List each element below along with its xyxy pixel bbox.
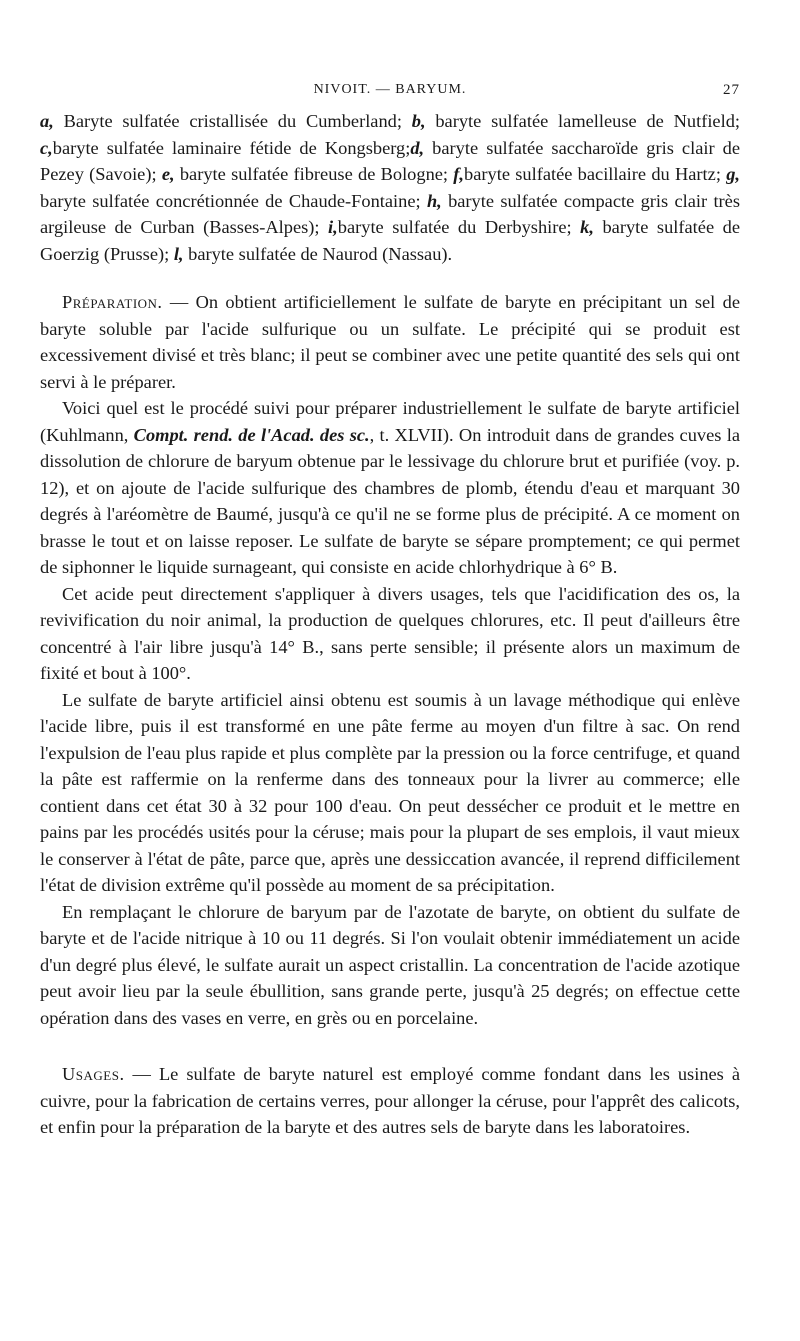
page-number: 27 [723, 82, 740, 98]
usages-heading: Usages. [62, 1064, 125, 1084]
preparation-text: — On obtient artificiellement le sulfate de baryte en précipitant un sel de baryte soluble par l'acide sulfurique ou un sulfate. Le précipité qui se produit est excessivement divisé et très blanc; il peut se combiner avec une petite quantité des sels qui ont servi à le préparer. [40, 292, 740, 392]
specimen-text: Baryte sulfatée cristallisée du Cumberland; [53, 111, 412, 131]
specimen-text: baryte sulfatée saccharoïde gris clair de Pezey (Savoie); [40, 137, 740, 184]
citation-reference: Compt. rend. de l'Acad. des sc. [133, 424, 370, 445]
specimen-text: baryte sulfatée de Goerzig (Prusse); [40, 217, 740, 264]
specimen-letter: b, [411, 111, 426, 131]
acid-uses-paragraph: Cet acide peut directement s'appliquer à divers usages, tels que l'acidification des os, la revivification du noir animal, la production de quelques chlorures, etc. Il peut d'ailleurs être concentré à l'air libre jusqu'à 14° B., sans perte sensible; il présente alors un maximum de fixité et bout à 100°. [40, 583, 740, 683]
procedure-text-start: Voici quel est le procédé suivi pour préparer industriellement le sulfate de baryte artificiel (Kuhlmann, [40, 398, 740, 445]
usages-paragraph [40, 1061, 740, 1141]
specimen-letter: c, [40, 137, 53, 158]
preparation-heading: Préparation. [62, 292, 163, 312]
specimen-letter: e, [161, 164, 175, 184]
specimen-text: baryte sulfatée compacte gris clair très argileuse de Curban (Basses-Alpes); [40, 190, 741, 237]
specimen-letter: h, [426, 190, 442, 211]
body-text [40, 108, 740, 1141]
specimen-letter: f, [453, 164, 465, 184]
procedure-text-end: , t. XLVII). On introduit dans de grandes cuves la dissolution de chlorure de baryum obtenue par le lessivage du chlorure brut et purifiée (voy. p. 12), et on ajoute de l'acide sulfurique des chambres de plomb, étendu d'eau et marquant 30 degrés à l'aréomètre de Baumé, jusqu'à ce qu'il ne se forme plus de précipité. A ce moment on brasse le tout et on laisse reposer. Le sulfate de baryte se sépare promptement; ce qui permet de siphonner le liquide surnageant, qui consiste en acide chlorhydrique à 6° B. [40, 424, 740, 577]
usages-text: — Le sulfate de baryte naturel est employé comme fondant dans les usines à cuivre, pour la fabrication de certains verres, pour allonger la céruse, pour l'apprêt des calicots, et enfin pour la préparation de la baryte et des autres sels de baryte dans les laboratoires. [40, 1064, 740, 1137]
specimen-list-paragraph [40, 108, 740, 267]
specimen-text: baryte sulfatée lamelleuse de Nutfield; [425, 111, 741, 131]
specimen-text: baryte sulfatée du Derbyshire; [337, 217, 581, 237]
preparation-paragraph [40, 289, 740, 395]
specimen-text: baryte sulfatée fibreuse de Bologne; [174, 164, 454, 184]
specimen-text: baryte sulfatée bacillaire du Hartz; [464, 164, 727, 184]
procedure-paragraph [40, 395, 740, 581]
nitrate-paragraph: En remplaçant le chlorure de baryum par de l'azotate de baryte, on obtient du sulfate de baryte et de l'acide nitrique à 10 ou 11 degrés. Si l'on voulait obtenir immédiatement un acide d'un degré plus élevé, le sulfate aurait un aspect cristallin. La concentration de l'acide azotique peut avoir lieu par la seule ébullition, sans grande perte, jusqu'à 25 degrés; on effectue cette opération dans des vases en verre, en grès ou en porcelaine. [40, 901, 740, 1028]
specimen-letter: l, [173, 243, 184, 264]
specimen-letter: k, [580, 217, 594, 237]
specimen-text: baryte sulfatée de Naurod (Nassau). [183, 243, 453, 264]
specimen-letter: g, [726, 164, 740, 184]
specimen-letter: d, [410, 137, 425, 158]
running-title: NIVOIT. — BARYUM. [313, 82, 467, 97]
specimen-text: baryte sulfatée concrétionnée de Chaude-Fontaine; [40, 190, 427, 211]
specimen-text: baryte sulfatée laminaire fétide de Kongsberg; [52, 137, 411, 158]
specimen-letter: a, [40, 111, 54, 131]
washing-paragraph: Le sulfate de baryte artificiel ainsi obtenu est soumis à un lavage méthodique qui enlève l'acide libre, puis il est transformé en une pâte ferme au moyen d'un filtre à sac. On rend l'expulsion de l'eau plus rapide et plus complète par la pression ou la force centrifuge, et quand la pâte est raffermie on la renferme dans des tonneaux pour la livrer au commerce; elle contient dans cet état 30 à 32 pour 100 d'eau. On peut dessécher ce produit et le mettre en pains par les procédés usités pour la céruse; mais pour la plupart de ses emplois, il vaut mieux le conserver à l'état de pâte, parce que, après une dessiccation avancée, il reprend difficilement l'état de division extrême qu'il possède au moment de sa précipitation. [40, 689, 740, 895]
specimen-letter: i, [328, 217, 338, 237]
running-header [40, 80, 740, 108]
